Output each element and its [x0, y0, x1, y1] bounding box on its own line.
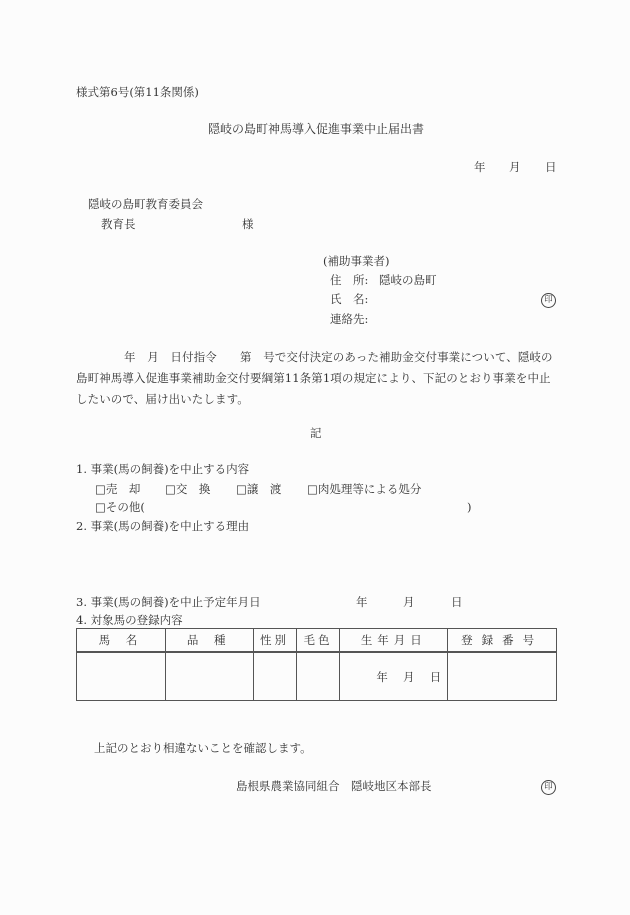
item-3-label: 3. 事業(馬の飼養)を中止予定年月日 — [76, 595, 261, 609]
cell-sex[interactable] — [253, 652, 296, 701]
cell-birth-date[interactable]: 年 月 日 — [340, 652, 448, 701]
confirmation-text: 上記のとおり相違ないことを確認します。 — [94, 741, 312, 755]
col-sex: 性別 — [253, 629, 296, 653]
col-coat-color: 毛色 — [296, 629, 340, 653]
option-transfer[interactable]: □譲 渡 — [236, 482, 282, 496]
addressee-honorific: 様 — [242, 217, 254, 231]
date-day-label: 日 — [545, 160, 557, 174]
option-sale[interactable]: □売 却 — [95, 482, 141, 496]
form-number: 様式第6号(第11条関係) — [76, 85, 199, 99]
ki-heading: 記 — [310, 426, 322, 440]
option-meat-processing[interactable]: □肉処理等による処分 — [307, 482, 422, 496]
cell-registration-number[interactable] — [448, 652, 557, 701]
date-year-label: 年 — [474, 160, 486, 174]
item-1-label: 1. 事業(馬の飼養)を中止する内容 — [76, 462, 250, 476]
item-2-label: 2. 事業(馬の飼養)を中止する理由 — [76, 519, 250, 533]
cell-coat-color[interactable] — [296, 652, 340, 701]
cell-breed[interactable] — [165, 652, 253, 701]
col-breed: 品 種 — [165, 629, 253, 653]
signatory-seal-icon: 印 — [541, 780, 556, 795]
table-row — [77, 652, 557, 701]
horse-registration-table — [76, 628, 557, 701]
contact-label: 連絡先: — [330, 312, 369, 326]
addressee-position: 教育長 — [101, 217, 136, 231]
item3-month-label: 月 — [403, 595, 415, 609]
applicant-heading: (補助事業者) — [323, 254, 390, 268]
item3-year-label: 年 — [356, 595, 368, 609]
col-registration-number: 登録番号 — [448, 629, 557, 653]
cell-horse-name[interactable] — [77, 652, 166, 701]
option-other[interactable]: □その他( — [95, 500, 145, 514]
body-paragraph: 年 月 日付指令 第 号で交付決定のあった補助金交付事業について、隠岐の島町神馬導入促進事業補助金交付要綱第11条第1項の規定により、下記のとおり事業を中止したいので、届け出いたします。 — [76, 350, 553, 406]
date-month-label: 月 — [509, 160, 521, 174]
col-horse-name: 馬 名 — [77, 629, 166, 653]
address-label: 住 所: — [330, 273, 369, 287]
col-birth-date: 生年月日 — [340, 629, 448, 653]
signatory: 島根県農業協同組合 隠岐地区本部長 — [236, 779, 432, 793]
seal-icon: 印 — [541, 293, 556, 308]
option-other-close: ) — [467, 500, 472, 514]
item-4-label: 4. 対象馬の登録内容 — [76, 613, 183, 627]
document-title: 隠岐の島町神馬導入促進事業中止届出書 — [208, 122, 425, 136]
item3-day-label: 日 — [451, 595, 463, 609]
name-label: 氏 名: — [330, 292, 369, 306]
address-value: 隠岐の島町 — [379, 273, 437, 287]
option-exchange[interactable]: □交 換 — [165, 482, 211, 496]
table-header-row — [77, 629, 557, 653]
addressee-org: 隠岐の島町教育委員会 — [88, 197, 203, 211]
